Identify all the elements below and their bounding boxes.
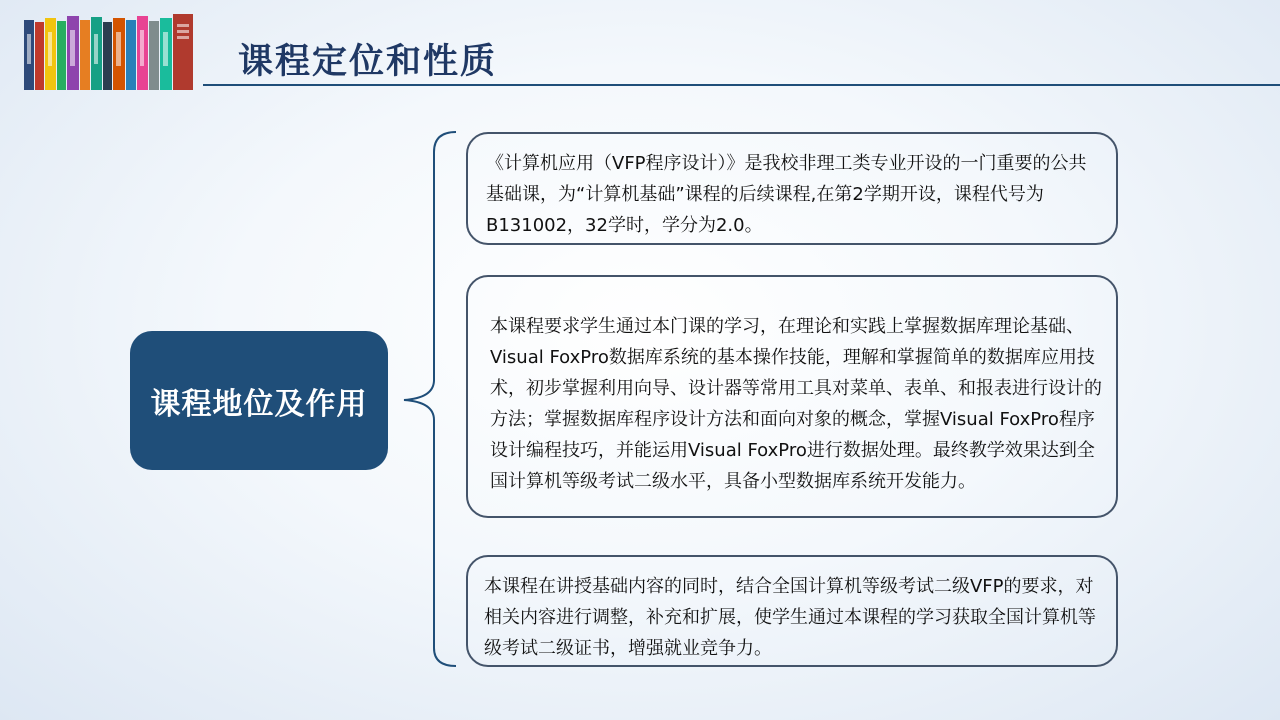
course-requirements-text: 本课程要求学生通过本门课的学习，在理论和实践上掌握数据库理论基础、Visual FoxPro数据库系统的基本操作技能，理解和掌握简单的数据库应用技术，初步掌握利用向导、设计器等常用工具对菜单、表单、和报表进行设计的方法；掌握数据库程序设计方法和面向对象的概念，掌握Visual FoxPro程序设计编程技巧，并能运用Visual FoxPro进行数据处理。最终教学效果达到全国计算机等级考试二级水平，具备小型数据库系统开发能力。	[490, 316, 1102, 492]
books-illustration	[24, 14, 194, 90]
page-title: 课程定位和性质	[238, 42, 498, 82]
course-requirements-card	[466, 275, 1118, 518]
course-role-box	[130, 331, 388, 470]
course-info-card	[466, 132, 1118, 245]
title-divider	[203, 84, 1280, 86]
course-exam-card	[466, 555, 1118, 667]
curly-brace	[400, 130, 460, 670]
course-info-text: 《计算机应用（VFP程序设计）》是我校非理工类专业开设的一门重要的公共基础课，为“计算机基础”课程的后续课程,在第2学期开设，课程代号为B131002，32学时，学分为2.0。	[486, 153, 1087, 236]
course-role-label: 课程地位及作用	[150, 386, 368, 422]
course-exam-text: 本课程在讲授基础内容的同时，结合全国计算机等级考试二级VFP的要求，对相关内容进行调整，补充和扩展，使学生通过本课程的学习获取全国计算机等级考试二级证书，增强就业竞争力。	[484, 576, 1096, 659]
